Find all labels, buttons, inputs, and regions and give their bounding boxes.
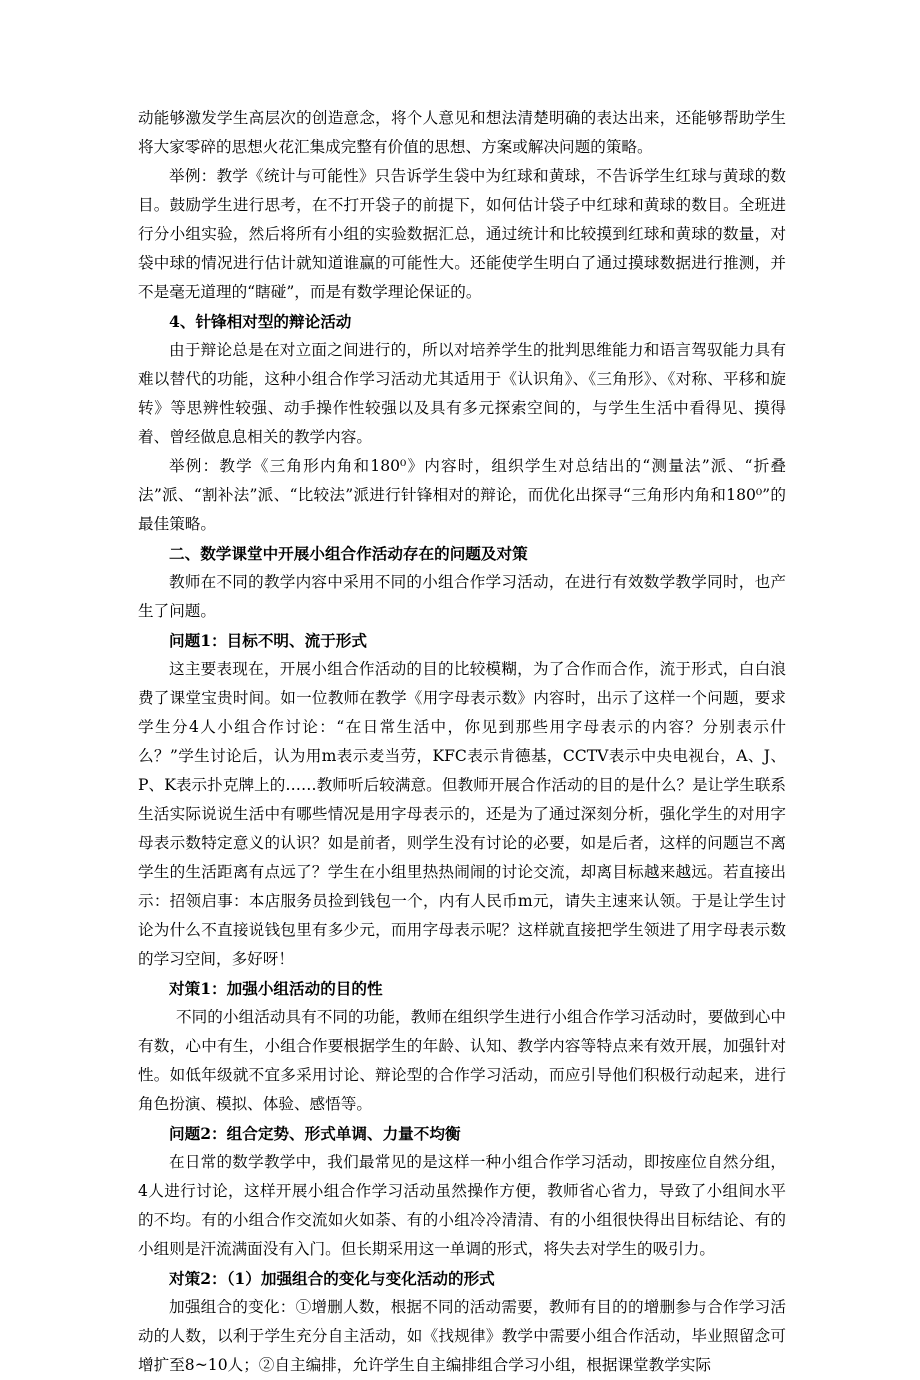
paragraph-4: 举例：教学《三角形内角和180⁰》内容时，组织学生对总结出的“测量法”派、“折叠法”派、“割补法”派、“比较法”派进行针锋相对的辩论，而优化出探寻“三角形内角和180⁰”的最佳策略。: [138, 457, 786, 533]
paragraph-5: 教师在不同的教学内容中采用不同的小组合作学习活动，在进行有效数学教学同时，也产生了问题。: [138, 573, 786, 620]
document-page: [138, 104, 786, 1380]
heading-problem-1: 问题1：目标不明、流于形式: [169, 631, 367, 650]
paragraph-6: 这主要表现在，开展小组合作活动的目的比较模糊，为了合作而合作，流于形式，白白浪费了课堂宝贵时间。如一位教师在教学《用字母表示数》内容时，出示了这样一个问题，要求学生分4人小组合作讨论：“在日常生活中，你见到那些用字母表示的内容？分别表示什么？”学生讨论后，认为用m表示麦当劳，KFC表示肯德基，CCTV表示中央电视台，A、J、P、K表示扑克牌上的……教师听后较满意。但教师开展合作活动的目的是什么？是让学生联系生活实际说说生活中有哪些情况是用字母表示的，还是为了通过深刻分析，强化学生的对用字母表示数特定意义的认识？如是前者，则学生没有讨论的必要，如是后者，这样的问题岂不离学生的生活距离有点远了？学生在小组里热热闹闹的讨论交流，却离目标越来越远。若直接出示：招领启事：本店服务员捡到钱包一个，内有人民币m元，请失主速来认领。于是让学生讨论为什么不直接说钱包里有多少元，而用字母表示呢？这样就直接把学生领进了用字母表示数的学习空间，多好呀！: [138, 660, 786, 968]
paragraph-8: 在日常的数学教学中，我们最常见的是这样一种小组合作学习活动，即按座位自然分组，4人进行讨论，这样开展小组合作学习活动虽然操作方便，教师省心省力，导致了小组间水平的不均。有的小组合作交流如火如荼、有的小组冷冷清清、有的小组很快得出目标结论、有的小组则是汗流满面没有入门。但长期采用这一单调的形式，将失去对学生的吸引力。: [138, 1153, 786, 1258]
paragraph-2: 举例：教学《统计与可能性》只告诉学生袋中为红球和黄球，不告诉学生红球与黄球的数目。鼓励学生进行思考，在不打开袋子的前提下，如何估计袋子中红球和黄球的数目。全班进行分小组实验，然后将所有小组的实验数据汇总，通过统计和比较摸到红球和黄球的数量，对袋中球的情况进行估计就知道谁赢的可能性大。还能使学生明白了通过摸球数据进行推测，并不是毫无道理的“瞎碰”，而是有数学理论保证的。: [138, 167, 786, 301]
paragraph-9: 加强组合的变化：①增删人数，根据不同的活动需要，教师有目的的增删参与合作学习活动的人数，以利于学生充分自主活动，如《找规律》教学中需要小组合作活动，毕业照留念可增扩至8~10人；②自主编排，允许学生自主编排组合学习小组，根据课堂教学实际: [138, 1298, 786, 1374]
heading-strategy-1: 对策1：加强小组活动的目的性: [169, 979, 383, 998]
paragraph-1: 动能够激发学生高层次的创造意念，将个人意见和想法清楚明确的表达出来，还能够帮助学生将大家零碎的思想火花汇集成完整有价值的思想、方案或解决问题的策略。: [138, 109, 786, 156]
paragraph-7: 不同的小组活动具有不同的功能，教师在组织学生进行小组合作学习活动时，要做到心中有数，心中有生，小组合作要根据学生的年龄、认知、教学内容等特点来有效开展，加强针对性。如低年级就不宜多采用讨论、辩论型的合作学习活动，而应引导他们积极行动起来，进行角色扮演、模拟、体验、感悟等。: [138, 1008, 786, 1113]
heading-problem-2: 问题2：组合定势、形式单调、力量不均衡: [169, 1124, 461, 1143]
heading-section-two: 二、数学课堂中开展小组合作活动存在的问题及对策: [169, 544, 528, 563]
heading-debate-activity: 4、针锋相对型的辩论活动: [169, 312, 352, 331]
heading-strategy-2: 对策2：（1）加强组合的变化与变化活动的形式: [169, 1269, 495, 1288]
paragraph-3: 由于辩论总是在对立面之间进行的，所以对培养学生的批判思维能力和语言驾驭能力具有难以替代的功能，这种小组合作学习活动尤其适用于《认识角》、《三角形》、《对称、平移和旋转》等思辨性较强、动手操作性较强以及具有多元探索空间的，与学生生活中看得见、摸得着、曾经做息息相关的教学内容。: [138, 341, 786, 446]
